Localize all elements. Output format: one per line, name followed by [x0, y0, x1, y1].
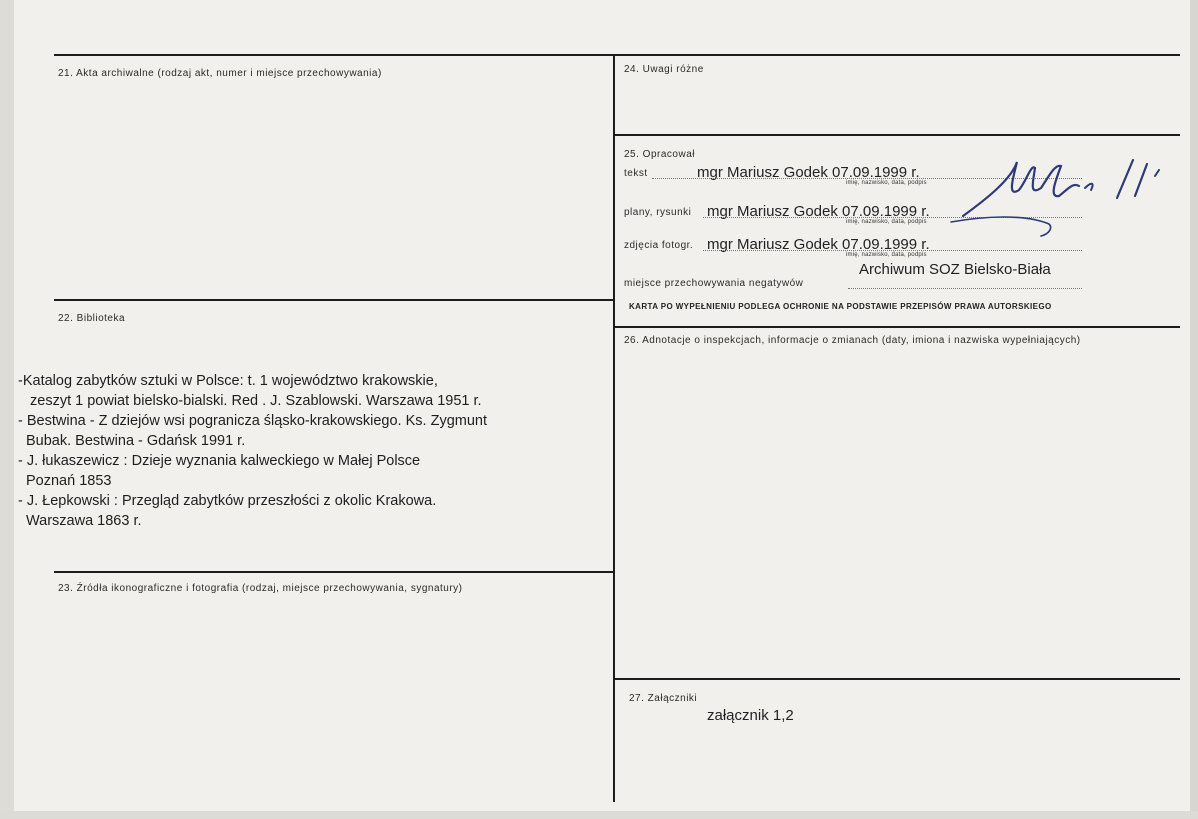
- negatywy-label: miejsce przechowywania negatywów: [624, 278, 804, 289]
- rule-after-22: [54, 571, 615, 573]
- bibliography-list: [18, 371, 487, 531]
- zdjecia-value: mgr Mariusz Godek 07.09.1999 r.: [707, 236, 930, 253]
- section-27-label: 27. Załączniki: [629, 693, 698, 704]
- tekst-hint: imię, nazwisko, data, podpis: [846, 180, 927, 186]
- section-22-label: 22. Biblioteka: [58, 313, 126, 324]
- rule-after-26: [613, 678, 1180, 680]
- top-rule: [54, 54, 1180, 56]
- plany-hint: imię, nazwisko, data, podpis: [846, 219, 927, 225]
- tekst-value: mgr Mariusz Godek 07.09.1999 r.: [697, 164, 920, 181]
- bibliography-line: - Bestwina - Z dziejów wsi pogranicza śląsko-krakowskiego. Ks. Zygmunt: [18, 413, 487, 429]
- plany-value: mgr Mariusz Godek 07.09.1999 r.: [707, 203, 930, 220]
- negatywy-dotted-line: [848, 288, 1082, 289]
- rule-after-24: [613, 134, 1180, 136]
- section-26-label: 26. Adnotacje o inspekcjach, informacje o zmianach (daty, imiona i nazwiska wypełniających): [624, 335, 1081, 346]
- bibliography-line: Warszawa 1863 r.: [26, 513, 142, 529]
- paper-edge-bottom: [0, 811, 1198, 819]
- bibliography-line: Poznań 1853: [26, 473, 112, 489]
- section-23-label: 23. Źródła ikonograficzne i fotografia (rodzaj, miejsce przechowywania, sygnatury): [58, 583, 463, 594]
- tekst-label: tekst: [624, 168, 648, 179]
- paper-edge-left: [0, 0, 14, 819]
- bibliography-line: - J. łukaszewicz : Dzieje wyznania kalweckiego w Małej Polsce: [18, 453, 421, 469]
- bibliography-line: zeszyt 1 powiat bielsko-bialski. Red . J. Szablowski. Warszawa 1951 r.: [30, 393, 482, 409]
- zdjecia-label: zdjęcia fotogr.: [624, 240, 694, 251]
- negatywy-value: Archiwum SOZ Bielsko-Biała: [859, 261, 1051, 278]
- plany-label: plany, rysunki: [624, 207, 692, 218]
- bibliography-line: - J. Łepkowski : Przegląd zabytków przeszłości z okolic Krakowa.: [18, 493, 437, 509]
- section-25-label: 25. Opracował: [624, 149, 695, 160]
- rule-after-21: [54, 299, 615, 301]
- handwritten-signature: [945, 150, 1175, 240]
- zdjecia-hint: imię, nazwisko, data, podpis: [846, 252, 927, 258]
- column-divider: [613, 54, 615, 802]
- section-21-label: 21. Akta archiwalne (rodzaj akt, numer i miejsce przechowywania): [58, 68, 382, 79]
- zalaczniki-value: załącznik 1,2: [707, 707, 794, 724]
- section-24-label: 24. Uwagi różne: [624, 64, 704, 75]
- rule-after-25: [613, 326, 1180, 328]
- bibliography-line: Bubak. Bestwina - Gdańsk 1991 r.: [26, 433, 246, 449]
- paper-edge-right: [1190, 0, 1198, 819]
- bibliography-line: -Katalog zabytków sztuki w Polsce: t. 1 województwo krakowskie,: [18, 373, 438, 389]
- copyright-notice: KARTA PO WYPEŁNIENIU PODLEGA OCHRONIE NA PODSTAWIE PRZEPISÓW PRAWA AUTORSKIEGO: [629, 302, 1052, 311]
